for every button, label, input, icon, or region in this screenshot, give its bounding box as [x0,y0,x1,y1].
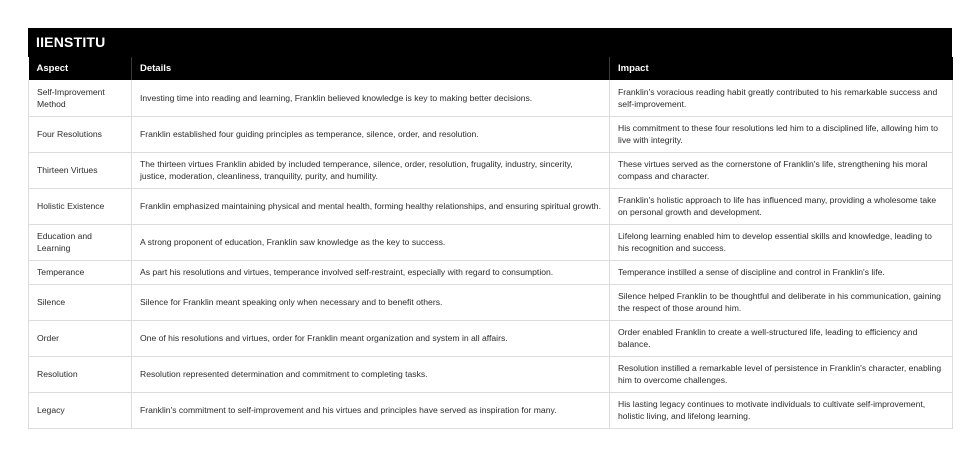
cell-aspect: Self-Improvement Method [29,80,132,116]
table-row [29,188,953,224]
cell-impact: Resolution instilled a remarkable level of persistence in Franklin's character, enabling him to overcome challenges. [610,356,953,392]
franklin-aspects-table [28,57,953,429]
brand-title: IIENSTITU [36,34,106,50]
cell-details: As part his resolutions and virtues, temperance involved self-restraint, especially with regard to consumption. [132,260,610,284]
column-header-details: Details [132,57,610,80]
table-row [29,224,953,260]
cell-aspect: Thirteen Virtues [29,152,132,188]
table-row [29,284,953,320]
cell-impact: Franklin's voracious reading habit greatly contributed to his remarkable success and self-improvement. [610,80,953,116]
brand-banner [28,28,952,57]
table-row [29,152,953,188]
content-table-container [28,28,952,429]
cell-aspect: Four Resolutions [29,116,132,152]
header-row [29,57,953,80]
cell-details: Resolution represented determination and commitment to completing tasks. [132,356,610,392]
cell-aspect: Order [29,320,132,356]
cell-aspect: Holistic Existence [29,188,132,224]
cell-aspect: Legacy [29,392,132,428]
table-row [29,320,953,356]
cell-impact: Order enabled Franklin to create a well-structured life, leading to efficiency and balance. [610,320,953,356]
table-row [29,260,953,284]
column-header-impact: Impact [610,57,953,80]
cell-details: Franklin established four guiding principles as temperance, silence, order, and resolution. [132,116,610,152]
cell-aspect: Silence [29,284,132,320]
cell-impact: His lasting legacy continues to motivate individuals to cultivate self-improvement, holistic living, and lifelong learning. [610,392,953,428]
cell-details: Investing time into reading and learning, Franklin believed knowledge is key to making better decisions. [132,80,610,116]
cell-details: Silence for Franklin meant speaking only when necessary and to benefit others. [132,284,610,320]
cell-details: The thirteen virtues Franklin abided by included temperance, silence, order, resolution, frugality, industry, sincerity, justice, moderation, cleanliness, tranquility, purity, and humility. [132,152,610,188]
table-body [29,80,953,428]
cell-aspect: Education and Learning [29,224,132,260]
cell-impact: Silence helped Franklin to be thoughtful and deliberate in his communication, gaining the respect of those around him. [610,284,953,320]
cell-impact: His commitment to these four resolutions led him to a disciplined life, allowing him to live with integrity. [610,116,953,152]
cell-impact: Temperance instilled a sense of discipline and control in Franklin's life. [610,260,953,284]
cell-impact: Franklin's holistic approach to life has influenced many, providing a wholesome take on personal growth and development. [610,188,953,224]
column-header-aspect: Aspect [29,57,132,80]
cell-details: Franklin's commitment to self-improvement and his virtues and principles have served as inspiration for many. [132,392,610,428]
table-row [29,80,953,116]
cell-details: Franklin emphasized maintaining physical and mental health, forming healthy relationships, and ensuring spiritual growth. [132,188,610,224]
cell-aspect: Resolution [29,356,132,392]
table-row [29,356,953,392]
cell-details: One of his resolutions and virtues, order for Franklin meant organization and system in all affairs. [132,320,610,356]
cell-aspect: Temperance [29,260,132,284]
table-header [29,57,953,80]
table-row [29,116,953,152]
cell-impact: These virtues served as the cornerstone of Franklin's life, strengthening his moral compass and character. [610,152,953,188]
cell-impact: Lifelong learning enabled him to develop essential skills and knowledge, leading to his recognition and success. [610,224,953,260]
table-row [29,392,953,428]
cell-details: A strong proponent of education, Franklin saw knowledge as the key to success. [132,224,610,260]
